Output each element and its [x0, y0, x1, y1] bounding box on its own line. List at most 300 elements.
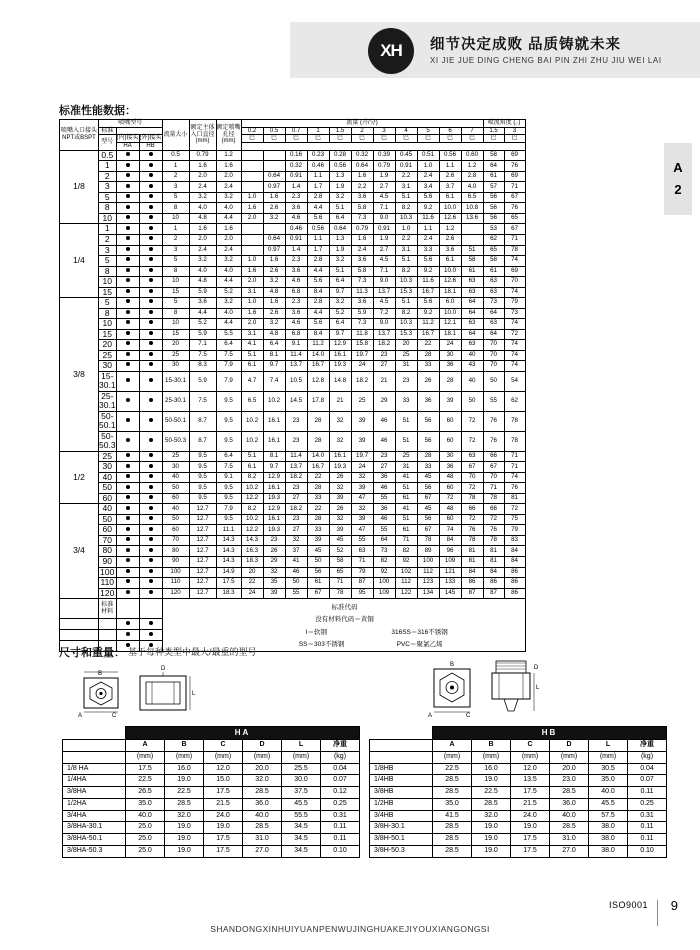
- table-row: [60, 535, 526, 546]
- cell-flow: 10.3: [395, 277, 417, 288]
- cell-flow: 61: [395, 493, 417, 504]
- cell-model: 1: [99, 224, 117, 235]
- cell-model: 5: [99, 192, 117, 203]
- cell-flow: 33: [417, 361, 439, 372]
- cell-flow: 76: [461, 525, 483, 536]
- cell-flow: 81: [461, 546, 483, 557]
- cell-flow: [461, 224, 483, 235]
- dim-header-row: [63, 740, 360, 752]
- dimension-section-title: 尺寸和重量：: [59, 647, 125, 659]
- cell-bore: 3.2: [189, 192, 216, 203]
- dim-cell: 3/4HB: [370, 810, 433, 822]
- header-angle-bar: 巴: [483, 135, 504, 143]
- cell-flow: 58: [329, 556, 351, 567]
- cell-flow: 41: [285, 556, 307, 567]
- materials-blank2: [99, 630, 117, 641]
- dim-cell: 17.5: [204, 834, 243, 846]
- cell-flow: 5.1: [241, 350, 263, 361]
- cell-flow: 72: [439, 493, 461, 504]
- cell-angle: 76: [483, 525, 504, 536]
- cell-flow: 72: [461, 483, 483, 494]
- cell-flow: 50: [461, 391, 483, 411]
- cell-flow: 0.32: [285, 161, 307, 172]
- cell-ha-dot: [116, 472, 139, 483]
- cell-flow: 26: [329, 472, 351, 483]
- dim-cell: 3/8HA: [63, 787, 126, 799]
- cell-model: 80: [99, 546, 117, 557]
- table-row: [60, 266, 526, 277]
- header-inlet: 喷嘴入口接头NPT或BSPT: [60, 120, 99, 151]
- cell-flowsize: 8: [162, 266, 189, 277]
- cell-bore: 3.2: [189, 256, 216, 267]
- cell-flow: 14.0: [307, 350, 329, 361]
- cell-hb-dot: [139, 411, 162, 431]
- cell-bore: 12.7: [189, 514, 216, 525]
- cell-flow: 36: [439, 462, 461, 473]
- materials-spacer: [60, 599, 99, 619]
- header-flow-bar: 巴: [439, 135, 461, 143]
- company-slogan-pinyin: XI JIE JUE DING CHENG BAI PIN ZHI ZHU JIU WEI LAI: [430, 56, 662, 65]
- cell-flow: 12.2: [241, 525, 263, 536]
- cell-flow: 1.0: [241, 298, 263, 309]
- cell-flow: 14.3: [241, 535, 263, 546]
- cell-angle: 71: [483, 483, 504, 494]
- svg-text:A: A: [78, 713, 83, 719]
- cell-angle: 73: [483, 298, 504, 309]
- cell-flow: 56: [417, 514, 439, 525]
- cell-flow: 12.8: [307, 371, 329, 391]
- cell-flow: 28: [307, 514, 329, 525]
- cell-orifice: 4.0: [216, 266, 241, 277]
- dim-header-row: [370, 740, 667, 752]
- header-flow-pressure: 7: [461, 127, 483, 135]
- group-size: 1/4: [60, 224, 99, 298]
- cell-angle: 78: [504, 245, 525, 256]
- dim-cell: 22.5: [472, 787, 511, 799]
- cell-flow: 0.91: [285, 171, 307, 182]
- cell-flow: 16.1: [329, 451, 351, 462]
- table-row: [60, 192, 526, 203]
- cell-ha-dot: [116, 192, 139, 203]
- cell-flow: 6.5: [461, 192, 483, 203]
- cell-flow: 39: [263, 588, 285, 599]
- cell-orifice: 1.2: [216, 150, 241, 161]
- table-row: [63, 775, 360, 787]
- side-tab-letter: A: [673, 159, 683, 175]
- company-logo: XH: [368, 28, 414, 74]
- cell-flow: 3.2: [329, 298, 351, 309]
- cell-flow: 109: [439, 556, 461, 567]
- header-model: 喷嘴型号: [99, 120, 163, 128]
- dim-header-cell: A: [433, 740, 472, 752]
- cell-flow: 9.0: [373, 277, 395, 288]
- cell-angle: 73: [504, 308, 525, 319]
- table-row: [63, 834, 360, 846]
- cell-flow: 4.6: [285, 213, 307, 224]
- cell-flow: 27: [373, 361, 395, 372]
- cell-flow: 2.0: [241, 277, 263, 288]
- cell-flow: 28: [307, 411, 329, 431]
- cell-ha-dot: [116, 504, 139, 515]
- cell-flow: 30: [439, 350, 461, 361]
- cell-bore: 4.0: [189, 203, 216, 214]
- dim-cell: 3/8HA-30.1: [63, 822, 126, 834]
- table-row: [370, 834, 667, 846]
- cell-flow: 60: [439, 514, 461, 525]
- table-row: [63, 822, 360, 834]
- cell-orifice: 4.4: [216, 277, 241, 288]
- materials-dot-b: [139, 630, 162, 641]
- cell-flow: 19.3: [329, 462, 351, 473]
- footer-divider: [657, 900, 658, 926]
- cell-flow: 3.6: [351, 256, 373, 267]
- table-row: [370, 775, 667, 787]
- cell-bore: 3.6: [189, 298, 216, 309]
- cell-flow: 67: [417, 525, 439, 536]
- dim-cell: 28.5: [433, 845, 472, 857]
- cell-flow: 16.1: [263, 514, 285, 525]
- header-flowsize: 流量大小: [162, 120, 189, 151]
- cell-flow: 51: [461, 245, 483, 256]
- cell-ha-dot: [116, 391, 139, 411]
- cell-orifice: 4.0: [216, 308, 241, 319]
- table-row: [60, 451, 526, 462]
- cell-flow: 2.0: [241, 213, 263, 224]
- table-row: [60, 235, 526, 246]
- cell-flow: 7.3: [351, 213, 373, 224]
- cell-flow: 5.2: [329, 308, 351, 319]
- table-row: [60, 245, 526, 256]
- cell-flow: 0.91: [395, 161, 417, 172]
- cell-flow: 43: [461, 361, 483, 372]
- cell-bore: 8.7: [189, 431, 216, 451]
- dim-cell: 19.0: [204, 822, 243, 834]
- dim-unit-cell: (mm): [433, 751, 472, 763]
- cell-flow: 64: [461, 329, 483, 340]
- cell-angle: 81: [483, 546, 504, 557]
- cell-hb-dot: [139, 235, 162, 246]
- header-angle-bar: 巴: [504, 135, 525, 143]
- table-row: [60, 298, 526, 309]
- cell-model: 1: [99, 161, 117, 172]
- cell-flow: [263, 150, 285, 161]
- cell-angle: 63: [483, 277, 504, 288]
- cell-orifice: 7.5: [216, 462, 241, 473]
- cell-orifice: 2.4: [216, 182, 241, 193]
- cell-flow: 56: [417, 483, 439, 494]
- cell-flow: 3.6: [439, 245, 461, 256]
- cell-flow: 3.6: [351, 298, 373, 309]
- cell-flow: 133: [439, 578, 461, 589]
- cell-flow: 0.97: [263, 182, 285, 193]
- cell-flow: 46: [285, 567, 307, 578]
- dim-cell: 28.5: [433, 834, 472, 846]
- cell-flow: 4.6: [285, 277, 307, 288]
- cell-flow: 58: [461, 256, 483, 267]
- cell-flow: 5.1: [329, 203, 351, 214]
- cell-angle: 66: [483, 504, 504, 515]
- cell-flow: 5.1: [241, 451, 263, 462]
- cell-bore: 5.9: [189, 371, 216, 391]
- cell-model: 5: [99, 256, 117, 267]
- dim-cell: 16.0: [472, 763, 511, 775]
- cell-angle: 69: [504, 150, 525, 161]
- cell-flow: 9.0: [373, 213, 395, 224]
- cell-flow: 3.7: [439, 182, 461, 193]
- dim-cell: 23.0: [550, 775, 589, 787]
- table-row: [60, 493, 526, 504]
- table-row: [60, 329, 526, 340]
- table-row: [60, 588, 526, 599]
- cell-flow: 11.4: [285, 350, 307, 361]
- svg-text:L: L: [536, 685, 540, 691]
- cell-flow: 36: [439, 361, 461, 372]
- cell-bore: 4.8: [189, 213, 216, 224]
- cell-ha-dot: [116, 235, 139, 246]
- cell-flow: 10.0: [439, 203, 461, 214]
- table-row: [63, 763, 360, 775]
- cell-ha-dot: [116, 451, 139, 462]
- cell-flow: 5.1: [395, 256, 417, 267]
- cell-flow: 36: [417, 391, 439, 411]
- cell-angle: 53: [483, 224, 504, 235]
- cell-bore: 0.79: [189, 150, 216, 161]
- cell-flow: 5.1: [395, 192, 417, 203]
- cell-flow: 1.2: [461, 161, 483, 172]
- dim-title: HA: [126, 727, 360, 740]
- cell-flow: 24: [351, 361, 373, 372]
- cell-flow: 96: [439, 546, 461, 557]
- cell-ha-dot: [116, 556, 139, 567]
- cell-ha-dot: [116, 411, 139, 431]
- cell-flow: 13.7: [285, 462, 307, 473]
- cell-orifice: 3.2: [216, 192, 241, 203]
- cell-bore: 9.5: [189, 493, 216, 504]
- dim-cell: 32.0: [243, 775, 282, 787]
- cell-model: 2: [99, 235, 117, 246]
- dim-cell: 40.0: [550, 810, 589, 822]
- dim-cell: 17.5: [511, 845, 550, 857]
- dim-cell: 21.5: [511, 798, 550, 810]
- cell-flow: 11.2: [307, 340, 329, 351]
- table-row: [60, 483, 526, 494]
- cell-flow: 87: [351, 578, 373, 589]
- ha-dimension-table-wrap: [62, 726, 360, 858]
- cell-ha-dot: [116, 287, 139, 298]
- materials-blank: [60, 630, 99, 641]
- cell-flow: 5.6: [417, 192, 439, 203]
- cell-flow: 5.9: [351, 308, 373, 319]
- cell-flow: 33: [307, 493, 329, 504]
- cell-orifice: 14.9: [216, 567, 241, 578]
- cell-hb-dot: [139, 462, 162, 473]
- cell-flow: 9.2: [417, 266, 439, 277]
- cell-flow: 11.6: [417, 277, 439, 288]
- cell-flow: 145: [439, 588, 461, 599]
- cell-flowsize: 2: [162, 171, 189, 182]
- cell-hb-dot: [139, 514, 162, 525]
- cell-flow: 12.9: [263, 504, 285, 515]
- cell-model: 5: [99, 298, 117, 309]
- table-row: [60, 504, 526, 515]
- cell-flow: 60: [439, 431, 461, 451]
- cell-flow: 86: [461, 578, 483, 589]
- cell-model: 70: [99, 535, 117, 546]
- dim-cell: 0.11: [321, 834, 360, 846]
- cell-flow: 12.9: [329, 340, 351, 351]
- hb-dimension-table-wrap: [369, 726, 667, 858]
- cell-flowsize: 90: [162, 556, 189, 567]
- cell-flow: 8.2: [395, 266, 417, 277]
- header-flow-bar: 巴: [373, 135, 395, 143]
- cell-angle: 74: [504, 361, 525, 372]
- table-row: [63, 798, 360, 810]
- dim-cell: 40.0: [126, 810, 165, 822]
- cell-flow: 24: [439, 340, 461, 351]
- cell-flow: 25: [395, 451, 417, 462]
- cell-flow: 26: [329, 504, 351, 515]
- dim-cell: 0.25: [321, 798, 360, 810]
- cell-hb-dot: [139, 266, 162, 277]
- cell-bore: 8.7: [189, 411, 216, 431]
- cell-orifice: 4.4: [216, 213, 241, 224]
- cell-flow: 72: [461, 431, 483, 451]
- dim-cell: 25.0: [126, 834, 165, 846]
- cell-flow: 47: [351, 493, 373, 504]
- cell-flow: 16.1: [263, 411, 285, 431]
- cell-orifice: 3.2: [216, 256, 241, 267]
- cell-flow: 39: [307, 535, 329, 546]
- cell-angle: 56: [483, 192, 504, 203]
- dim-cell: 45.5: [282, 798, 321, 810]
- cell-flow: 1.6: [241, 203, 263, 214]
- cell-angle: 61: [483, 266, 504, 277]
- cell-model: 60: [99, 493, 117, 504]
- cell-flow: 9.7: [329, 287, 351, 298]
- cell-hb-dot: [139, 483, 162, 494]
- cell-hb-dot: [139, 150, 162, 161]
- cell-orifice: 14.3: [216, 535, 241, 546]
- table-row: [60, 525, 526, 536]
- dim-cell: 38.0: [589, 822, 628, 834]
- cell-flow: 71: [351, 556, 373, 567]
- cell-flow: 0.23: [307, 150, 329, 161]
- cell-flow: 26: [263, 546, 285, 557]
- cell-angle: 66: [483, 451, 504, 462]
- cell-flow: 56: [417, 411, 439, 431]
- dim-header-cell: D: [550, 740, 589, 752]
- cell-flow: 18.2: [373, 340, 395, 351]
- cell-flowsize: 50-50.3: [162, 431, 189, 451]
- cell-flowsize: 8: [162, 308, 189, 319]
- cell-flow: 12.1: [439, 319, 461, 330]
- cell-flow: 5.1: [329, 266, 351, 277]
- cell-angle: 74: [504, 472, 525, 483]
- header-ha-sub: (内)接头: [116, 135, 139, 142]
- cell-flow: 27: [373, 462, 395, 473]
- cell-model: 8: [99, 308, 117, 319]
- dim-header-cell: L: [589, 740, 628, 752]
- cell-flowsize: 40: [162, 504, 189, 515]
- dim-cell: 1/2HB: [370, 798, 433, 810]
- cell-bore: 5.2: [189, 319, 216, 330]
- group-size: 3/8: [60, 298, 99, 452]
- cell-orifice: 14.3: [216, 556, 241, 567]
- cell-flow: 3.4: [417, 182, 439, 193]
- cell-flow: 72: [461, 514, 483, 525]
- cell-flow: 23: [373, 350, 395, 361]
- cell-flow: 8.1: [263, 350, 285, 361]
- cell-flow: 3.1: [395, 182, 417, 193]
- cell-flow: 28: [439, 371, 461, 391]
- table-row: [60, 150, 526, 161]
- cell-flow: 52: [329, 546, 351, 557]
- cell-flow: 3.6: [351, 192, 373, 203]
- group-size: 3/4: [60, 504, 99, 599]
- cell-angle: 84: [504, 546, 525, 557]
- dim-cell: 19.0: [165, 822, 204, 834]
- cell-model: 30: [99, 361, 117, 372]
- dim-cell: 0.04: [628, 763, 667, 775]
- header-flow-pressure: 6: [439, 127, 461, 135]
- table-row: [60, 350, 526, 361]
- header-spacer: [241, 143, 525, 151]
- cell-bore: 5.9: [189, 329, 216, 340]
- cell-flow: 1.6: [241, 266, 263, 277]
- cell-model: 3: [99, 245, 117, 256]
- cell-angle: 70: [483, 361, 504, 372]
- cell-flow: 2.6: [263, 308, 285, 319]
- cell-model: 90: [99, 556, 117, 567]
- cell-angle: 74: [504, 340, 525, 351]
- cell-flow: 33: [417, 462, 439, 473]
- table-row: [60, 308, 526, 319]
- side-tab: [664, 143, 692, 215]
- dim-cell: 17.5: [126, 763, 165, 775]
- cell-bore: 12.7: [189, 525, 216, 536]
- cell-flow: 82: [373, 556, 395, 567]
- header-flow-pressure: 1: [307, 127, 329, 135]
- header-angle-pressure: 3: [504, 127, 525, 135]
- dim-cell: 35.0: [589, 775, 628, 787]
- dim-cell: 1/8HB: [370, 763, 433, 775]
- cell-flow: 55: [373, 493, 395, 504]
- cell-hb-dot: [139, 391, 162, 411]
- table-row: [370, 845, 667, 857]
- dim-cell: 25.0: [126, 845, 165, 857]
- cell-flow: 2.3: [285, 192, 307, 203]
- materials-dot-b: [139, 619, 162, 630]
- cell-angle: 65: [504, 213, 525, 224]
- table-row: [370, 787, 667, 799]
- cell-flowsize: 15: [162, 287, 189, 298]
- cell-flow: 109: [373, 588, 395, 599]
- cell-hb-dot: [139, 588, 162, 599]
- dim-cell: 12.0: [511, 763, 550, 775]
- cell-hb-dot: [139, 451, 162, 462]
- cell-flow: 31: [395, 361, 417, 372]
- cell-flowsize: 0.5: [162, 150, 189, 161]
- dim-cell: 28.5: [433, 775, 472, 787]
- cell-ha-dot: [116, 298, 139, 309]
- dim-title-spacer: [370, 727, 433, 740]
- cell-flow: 78: [329, 588, 351, 599]
- cell-flow: 1.6: [263, 298, 285, 309]
- cell-flow: 23: [285, 483, 307, 494]
- cell-flowsize: 1: [162, 161, 189, 172]
- cell-bore: 9.5: [189, 483, 216, 494]
- cell-bore: 2.0: [189, 171, 216, 182]
